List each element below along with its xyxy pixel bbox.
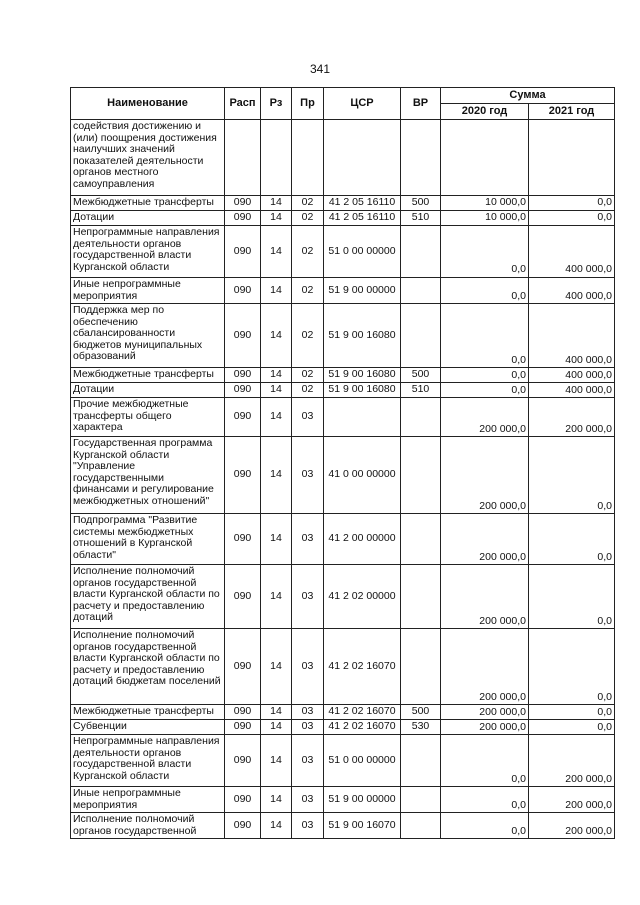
cell-name: Непрограммные направления деятельности органов государственной власти Курганской области xyxy=(71,735,225,787)
cell-name: Дотации xyxy=(71,383,225,398)
cell-rz: 14 xyxy=(261,629,292,705)
table-row xyxy=(71,398,615,437)
cell-rasp: 090 xyxy=(225,629,261,705)
cell-sum-2021: 400 000,0 xyxy=(529,368,615,383)
table-row xyxy=(71,226,615,278)
cell-csr: 41 2 05 16110 xyxy=(324,196,401,211)
cell-sum-2020: 200 000,0 xyxy=(441,437,529,514)
cell-rasp: 090 xyxy=(225,813,261,839)
cell-csr: 41 2 00 00000 xyxy=(324,514,401,565)
table-row xyxy=(71,514,615,565)
cell-name: Исполнение полномочий органов государственной власти Курганской области по расчету и предоставлению дотаций xyxy=(71,565,225,629)
cell-rasp: 090 xyxy=(225,565,261,629)
cell-rz: 14 xyxy=(261,211,292,226)
cell-sum-2020: 200 000,0 xyxy=(441,720,529,735)
table-row xyxy=(71,368,615,383)
cell-csr: 51 9 00 16080 xyxy=(324,383,401,398)
cell-sum-2021: 200 000,0 xyxy=(529,735,615,787)
cell-sum-2021: 400 000,0 xyxy=(529,278,615,304)
table-header xyxy=(71,88,615,120)
cell-pr: 03 xyxy=(292,787,324,813)
table-row xyxy=(71,813,615,839)
cell-rasp: 090 xyxy=(225,304,261,368)
cell-vr xyxy=(401,787,441,813)
cell-csr: 51 0 00 00000 xyxy=(324,226,401,278)
cell-rz: 14 xyxy=(261,720,292,735)
cell-rasp xyxy=(225,120,261,196)
cell-pr: 03 xyxy=(292,514,324,565)
budget-table xyxy=(70,87,615,839)
cell-pr: 03 xyxy=(292,629,324,705)
cell-pr: 03 xyxy=(292,437,324,514)
cell-vr xyxy=(401,437,441,514)
cell-csr: 51 9 00 00000 xyxy=(324,787,401,813)
cell-sum-2021: 0,0 xyxy=(529,514,615,565)
table-row xyxy=(71,196,615,211)
cell-pr: 02 xyxy=(292,278,324,304)
cell-rz: 14 xyxy=(261,565,292,629)
cell-sum-2020: 0,0 xyxy=(441,735,529,787)
cell-sum-2020: 0,0 xyxy=(441,368,529,383)
header-rz: Рз xyxy=(261,88,292,120)
cell-csr: 51 9 00 16070 xyxy=(324,813,401,839)
cell-vr xyxy=(401,735,441,787)
table-row xyxy=(71,211,615,226)
cell-name: Подпрограмма "Развитие системы межбюджетных отношений в Курганской области" xyxy=(71,514,225,565)
cell-name: содействия достижению и (или) поощрения достижения наилучших значений показателей деятельности органов местного самоуправления xyxy=(71,120,225,196)
cell-vr: 500 xyxy=(401,705,441,720)
cell-rasp: 090 xyxy=(225,196,261,211)
cell-name: Непрограммные направления деятельности органов государственной власти Курганской области xyxy=(71,226,225,278)
cell-sum-2021: 200 000,0 xyxy=(529,398,615,437)
table-row xyxy=(71,120,615,196)
cell-vr xyxy=(401,514,441,565)
cell-rasp: 090 xyxy=(225,720,261,735)
cell-vr xyxy=(401,226,441,278)
table-row xyxy=(71,705,615,720)
table-row xyxy=(71,720,615,735)
header-rasp: Расп xyxy=(225,88,261,120)
cell-rasp: 090 xyxy=(225,383,261,398)
table-row xyxy=(71,787,615,813)
cell-csr xyxy=(324,120,401,196)
cell-name: Субвенции xyxy=(71,720,225,735)
cell-csr: 41 2 05 16110 xyxy=(324,211,401,226)
header-name: Наименование xyxy=(71,88,225,120)
cell-pr: 02 xyxy=(292,211,324,226)
cell-csr: 51 9 00 16080 xyxy=(324,368,401,383)
cell-pr: 02 xyxy=(292,226,324,278)
cell-rasp: 090 xyxy=(225,437,261,514)
cell-csr: 51 9 00 16080 xyxy=(324,304,401,368)
cell-vr: 510 xyxy=(401,211,441,226)
cell-sum-2021 xyxy=(529,120,615,196)
cell-csr: 51 0 00 00000 xyxy=(324,735,401,787)
cell-sum-2021: 400 000,0 xyxy=(529,226,615,278)
cell-sum-2020: 200 000,0 xyxy=(441,398,529,437)
cell-rz: 14 xyxy=(261,398,292,437)
cell-sum-2021: 0,0 xyxy=(529,437,615,514)
cell-rz: 14 xyxy=(261,383,292,398)
cell-csr: 41 2 02 16070 xyxy=(324,705,401,720)
cell-sum-2021: 400 000,0 xyxy=(529,383,615,398)
cell-vr xyxy=(401,120,441,196)
cell-name: Исполнение полномочий органов государственной власти Курганской области по расчету и предоставлению дотаций бюджетам поселений xyxy=(71,629,225,705)
cell-vr xyxy=(401,304,441,368)
cell-rz: 14 xyxy=(261,368,292,383)
cell-pr: 03 xyxy=(292,813,324,839)
cell-pr: 03 xyxy=(292,398,324,437)
cell-rz: 14 xyxy=(261,705,292,720)
cell-pr: 03 xyxy=(292,720,324,735)
header-csr: ЦСР xyxy=(324,88,401,120)
cell-sum-2020: 0,0 xyxy=(441,787,529,813)
table-body xyxy=(71,120,615,839)
cell-rz: 14 xyxy=(261,735,292,787)
cell-vr xyxy=(401,565,441,629)
cell-rz xyxy=(261,120,292,196)
cell-name: Межбюджетные трансферты xyxy=(71,705,225,720)
cell-vr xyxy=(401,278,441,304)
cell-sum-2021: 0,0 xyxy=(529,720,615,735)
table-row xyxy=(71,437,615,514)
cell-pr: 03 xyxy=(292,705,324,720)
cell-sum-2021: 200 000,0 xyxy=(529,813,615,839)
page-number: 341 xyxy=(309,62,331,76)
cell-name: Поддержка мер по обеспечению сбалансированности бюджетов муниципальных образований xyxy=(71,304,225,368)
cell-rz: 14 xyxy=(261,813,292,839)
cell-vr: 500 xyxy=(401,196,441,211)
cell-csr: 41 2 02 16070 xyxy=(324,720,401,735)
cell-pr: 02 xyxy=(292,368,324,383)
cell-rasp: 090 xyxy=(225,278,261,304)
cell-csr: 41 2 02 16070 xyxy=(324,629,401,705)
table-row xyxy=(71,565,615,629)
cell-pr xyxy=(292,120,324,196)
cell-sum-2020: 0,0 xyxy=(441,813,529,839)
cell-rasp: 090 xyxy=(225,787,261,813)
cell-sum-2020: 0,0 xyxy=(441,226,529,278)
cell-rz: 14 xyxy=(261,514,292,565)
header-pr: Пр xyxy=(292,88,324,120)
cell-pr: 02 xyxy=(292,196,324,211)
cell-rz: 14 xyxy=(261,278,292,304)
cell-sum-2021: 0,0 xyxy=(529,705,615,720)
cell-name: Межбюджетные трансферты xyxy=(71,368,225,383)
cell-name: Межбюджетные трансферты xyxy=(71,196,225,211)
cell-sum-2020: 200 000,0 xyxy=(441,565,529,629)
cell-sum-2020 xyxy=(441,120,529,196)
header-year-2021: 2021 год xyxy=(529,104,615,120)
cell-name: Государственная программа Курганской области "Управление государственными финансами и регулирование межбюджетных отношений" xyxy=(71,437,225,514)
cell-rz: 14 xyxy=(261,787,292,813)
cell-sum-2020: 200 000,0 xyxy=(441,705,529,720)
cell-vr xyxy=(401,629,441,705)
header-year-2020: 2020 год xyxy=(441,104,529,120)
cell-vr xyxy=(401,398,441,437)
cell-sum-2020: 10 000,0 xyxy=(441,196,529,211)
table-row xyxy=(71,383,615,398)
cell-sum-2020: 0,0 xyxy=(441,304,529,368)
cell-rz: 14 xyxy=(261,226,292,278)
cell-name: Иные непрограммные мероприятия xyxy=(71,278,225,304)
cell-sum-2021: 400 000,0 xyxy=(529,304,615,368)
cell-name: Дотации xyxy=(71,211,225,226)
cell-sum-2021: 0,0 xyxy=(529,565,615,629)
table-row xyxy=(71,629,615,705)
cell-sum-2020: 200 000,0 xyxy=(441,514,529,565)
cell-sum-2021: 0,0 xyxy=(529,211,615,226)
cell-rz: 14 xyxy=(261,304,292,368)
header-sum: Сумма xyxy=(441,88,615,104)
header-vr: ВР xyxy=(401,88,441,120)
cell-pr: 03 xyxy=(292,735,324,787)
cell-rasp: 090 xyxy=(225,398,261,437)
cell-name: Исполнение полномочий органов государственной xyxy=(71,813,225,839)
cell-csr: 41 2 02 00000 xyxy=(324,565,401,629)
cell-csr: 41 0 00 00000 xyxy=(324,437,401,514)
cell-rz: 14 xyxy=(261,437,292,514)
table-row xyxy=(71,735,615,787)
cell-sum-2020: 200 000,0 xyxy=(441,629,529,705)
cell-name: Прочие межбюджетные трансферты общего характера xyxy=(71,398,225,437)
cell-csr xyxy=(324,398,401,437)
cell-pr: 02 xyxy=(292,383,324,398)
cell-vr: 510 xyxy=(401,383,441,398)
cell-sum-2021: 0,0 xyxy=(529,629,615,705)
cell-sum-2021: 200 000,0 xyxy=(529,787,615,813)
cell-sum-2021: 0,0 xyxy=(529,196,615,211)
cell-sum-2020: 0,0 xyxy=(441,383,529,398)
cell-name: Иные непрограммные мероприятия xyxy=(71,787,225,813)
cell-rz: 14 xyxy=(261,196,292,211)
cell-vr: 500 xyxy=(401,368,441,383)
cell-vr: 530 xyxy=(401,720,441,735)
table-row xyxy=(71,278,615,304)
cell-sum-2020: 0,0 xyxy=(441,278,529,304)
cell-rasp: 090 xyxy=(225,705,261,720)
cell-rasp: 090 xyxy=(225,368,261,383)
table-row xyxy=(71,304,615,368)
cell-rasp: 090 xyxy=(225,735,261,787)
cell-rasp: 090 xyxy=(225,211,261,226)
cell-sum-2020: 10 000,0 xyxy=(441,211,529,226)
cell-rasp: 090 xyxy=(225,226,261,278)
cell-pr: 02 xyxy=(292,304,324,368)
cell-pr: 03 xyxy=(292,565,324,629)
cell-csr: 51 9 00 00000 xyxy=(324,278,401,304)
cell-rasp: 090 xyxy=(225,514,261,565)
cell-vr xyxy=(401,813,441,839)
